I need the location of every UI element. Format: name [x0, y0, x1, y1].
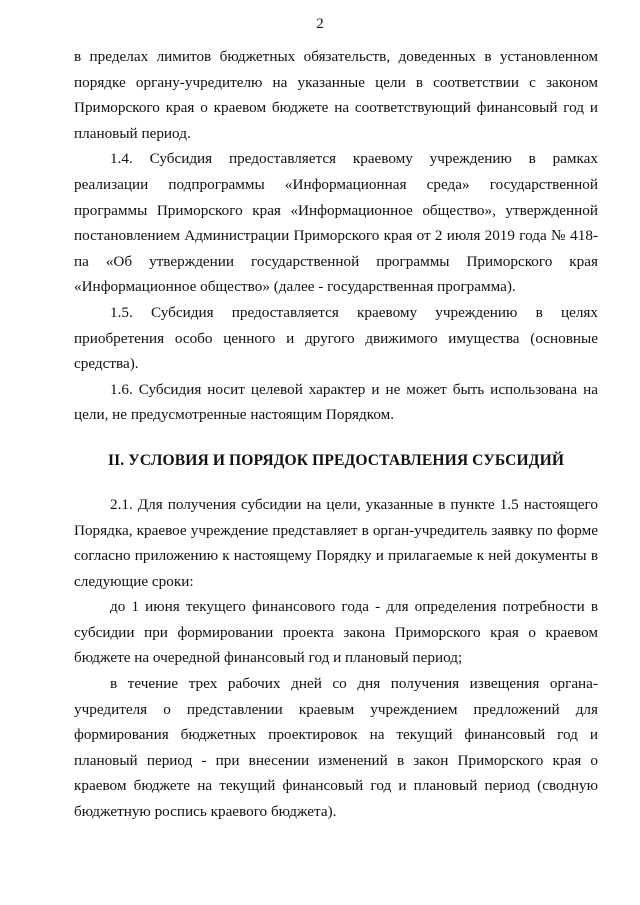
paragraph-1-4: 1.4. Субсидия предоставляется краевому учреждению в рамках реализации подпрограммы «Информационная среда» государственной программы Приморского края «Информационное общество», утвержденной постановлением Администрации Приморского края от 2 июля 2019 года № 418-па «Об утверждении государственной программы Приморского края «Информационное общество» (далее - государственная программа).	[74, 150, 598, 296]
paragraph-deadline-june: до 1 июня текущего финансового года - для определения потребности в субсидии при формировании проекта закона Приморского края о краевом бюджете на очередной финансовый год и плановый период;	[74, 598, 598, 667]
page-number: 2	[316, 16, 324, 32]
paragraph-deadline-three-days: в течение трех рабочих дней со дня получения извещения органа-учредителя о представлении краевым учреждением предложений для формирования бюджетных проектировок на текущий финансовый год и плановый период - при внесении изменений в закон Приморского края о краевом бюджете на текущий финансовый год и плановый период (сводную бюджетную роспись краевого бюджета).	[74, 675, 598, 821]
paragraph-2-1: 2.1. Для получения субсидии на цели, указанные в пункте 1.5 настоящего Порядка, краевое учреждение представляет в орган-учредитель заявку по форме согласно приложению к настоящему Порядку и прилагаемые к ней документы в следующие сроки:	[74, 495, 598, 590]
section-heading: II. УСЛОВИЯ И ПОРЯДОК ПРЕДОСТАВЛЕНИЯ СУБСИДИЙ	[107, 451, 565, 469]
document-body	[74, 44, 598, 825]
paragraph-1-6: 1.6. Субсидия носит целевой характер и не может быть использована на цели, не предусмотренные настоящим Порядком.	[74, 380, 598, 424]
paragraph-continuation: в пределах лимитов бюджетных обязательств, доведенных в установленном порядке органу-учредителю на указанные цели в соответствии с законом Приморского края о краевом бюджете на соответствующий финансовый год и плановый период.	[74, 48, 598, 142]
paragraph-1-5: 1.5. Субсидия предоставляется краевому учреждению в целях приобретения особо ценного и другого движимого имущества (основные средства).	[74, 303, 598, 373]
